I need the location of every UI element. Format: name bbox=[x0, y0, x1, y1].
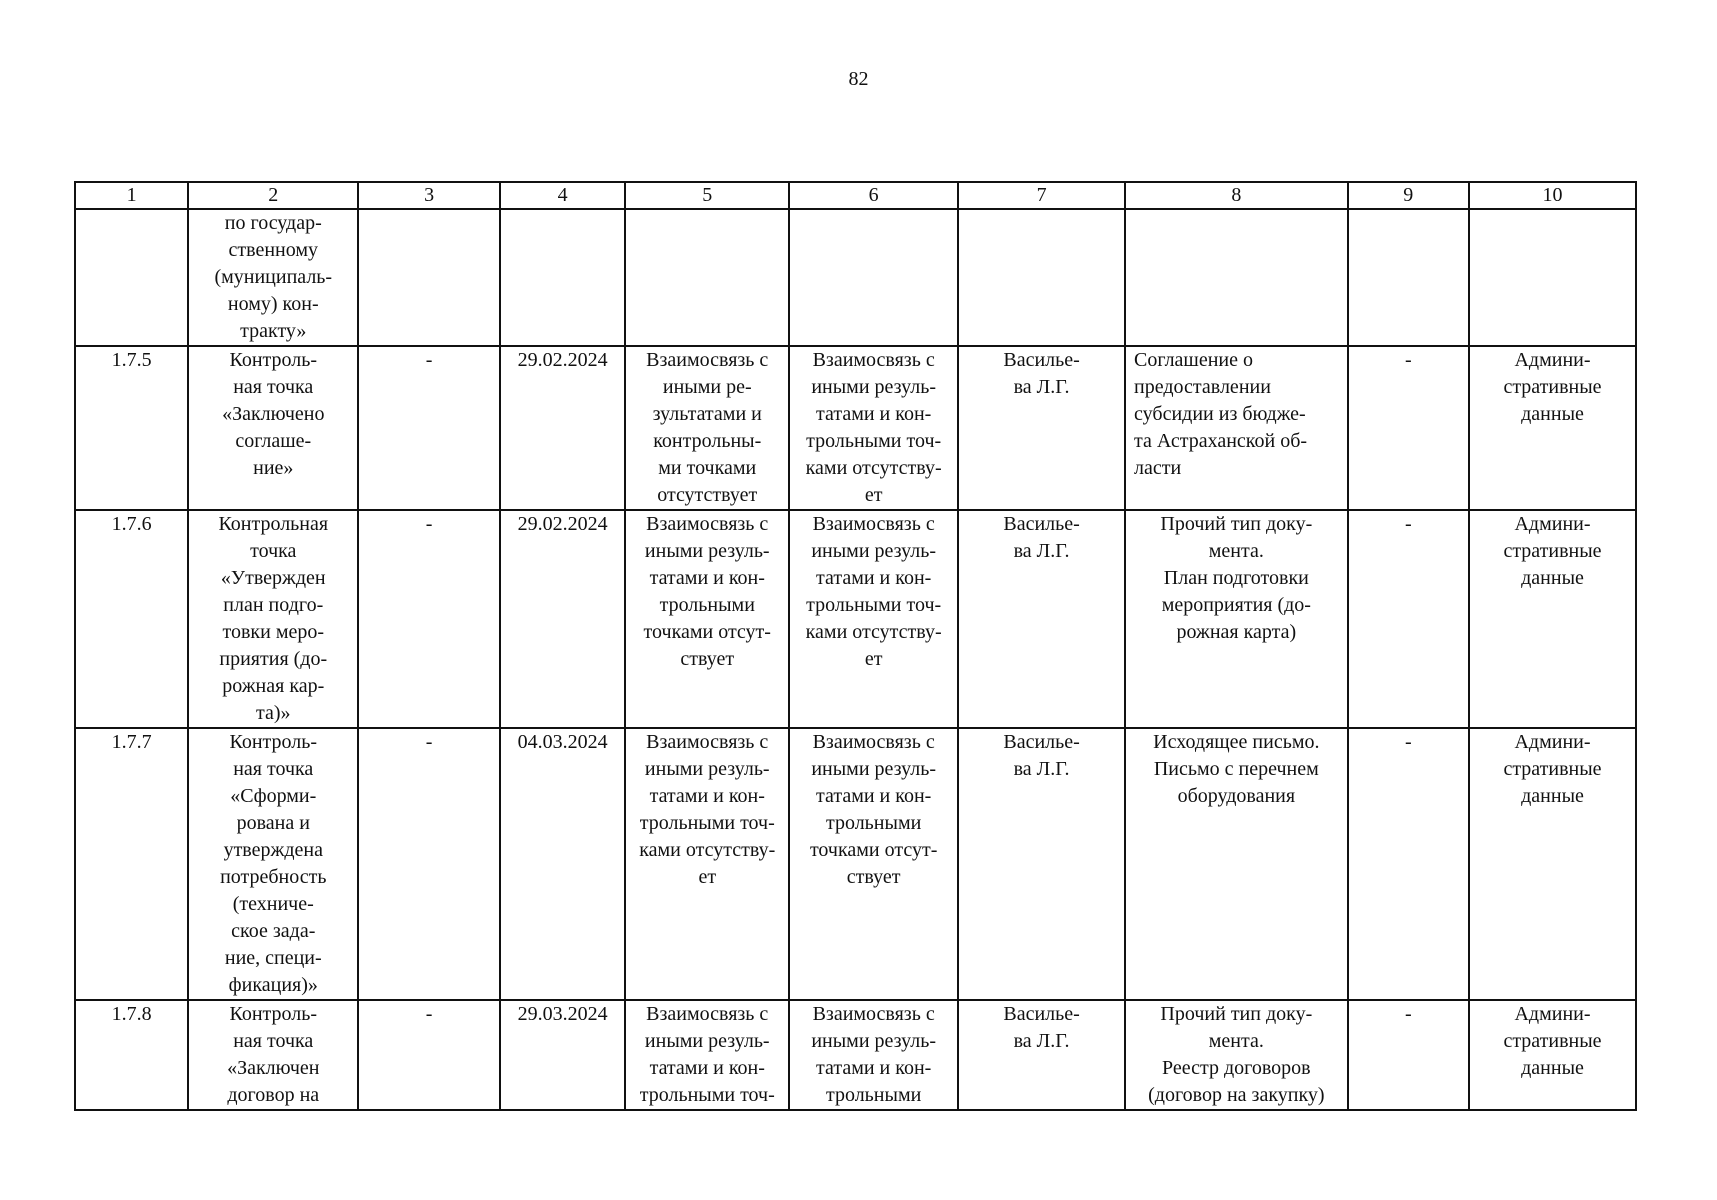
cell-col3: - bbox=[358, 510, 500, 728]
link-with-results: Взаимосвязь с иными резуль- татами и кон- трольными точками отсут- ствует bbox=[625, 510, 789, 728]
table-row bbox=[75, 1000, 1636, 1110]
table-row bbox=[75, 209, 1636, 346]
cell-col9: - bbox=[1348, 510, 1469, 728]
item-name: Контроль- ная точка «Заключен договор на bbox=[188, 1000, 358, 1110]
control-points-table bbox=[74, 181, 1637, 1111]
link-with-results: Взаимосвязь с иными резуль- татами и кон- трольными точ- bbox=[625, 1000, 789, 1110]
due-date: 29.02.2024 bbox=[500, 346, 625, 510]
item-number: 1.7.6 bbox=[75, 510, 188, 728]
table-row bbox=[75, 510, 1636, 728]
column-number: 5 bbox=[625, 182, 789, 209]
cell-col3: - bbox=[358, 346, 500, 510]
link-with-control-points bbox=[789, 209, 958, 346]
due-date: 29.03.2024 bbox=[500, 1000, 625, 1110]
column-number: 2 bbox=[188, 182, 358, 209]
link-with-results: Взаимосвязь с иными резуль- татами и кон- трольными точ- ками отсутству- ет bbox=[625, 728, 789, 1000]
result-document: Соглашение о предоставлении субсидии из бюдже- та Астраханской об- ласти bbox=[1125, 346, 1348, 510]
link-with-control-points: Взаимосвязь с иными резуль- татами и кон- трольными bbox=[789, 1000, 958, 1110]
result-document: Исходящее письмо. Письмо с перечнем оборудования bbox=[1125, 728, 1348, 1000]
item-name: по государ- ственному (муниципаль- ному) кон- тракту» bbox=[188, 209, 358, 346]
data-source bbox=[1469, 209, 1636, 346]
responsible-person: Василье- ва Л.Г. bbox=[958, 1000, 1125, 1110]
column-number: 1 bbox=[75, 182, 188, 209]
item-number: 1.7.5 bbox=[75, 346, 188, 510]
column-number: 3 bbox=[358, 182, 500, 209]
cell-col3: - bbox=[358, 1000, 500, 1110]
link-with-control-points: Взаимосвязь с иными резуль- татами и кон- трольными точками отсут- ствует bbox=[789, 728, 958, 1000]
column-number: 4 bbox=[500, 182, 625, 209]
item-name: Контроль- ная точка «Сформи- рована и утверждена потребность (техниче- ское зада- ние, специ- фикация)» bbox=[188, 728, 358, 1000]
responsible-person bbox=[958, 209, 1125, 346]
item-name: Контроль- ная точка «Заключено соглаше- ние» bbox=[188, 346, 358, 510]
data-source: Админи- стративные данные bbox=[1469, 346, 1636, 510]
link-with-results: Взаимосвязь с иными ре- зультатами и контрольны- ми точками отсутствует bbox=[625, 346, 789, 510]
cell-col3: - bbox=[358, 728, 500, 1000]
link-with-control-points: Взаимосвязь с иными резуль- татами и кон- трольными точ- ками отсутству- ет bbox=[789, 510, 958, 728]
column-number-row bbox=[75, 182, 1636, 209]
due-date: 04.03.2024 bbox=[500, 728, 625, 1000]
data-source: Админи- стративные данные bbox=[1469, 510, 1636, 728]
link-with-control-points: Взаимосвязь с иными резуль- татами и кон- трольными точ- ками отсутству- ет bbox=[789, 346, 958, 510]
item-number: 1.7.7 bbox=[75, 728, 188, 1000]
result-document: Прочий тип доку- мента. План подготовки мероприятия (до- рожная карта) bbox=[1125, 510, 1348, 728]
item-number: 1.7.8 bbox=[75, 1000, 188, 1110]
link-with-results bbox=[625, 209, 789, 346]
cell-col9: - bbox=[1348, 728, 1469, 1000]
data-source: Админи- стративные данные bbox=[1469, 728, 1636, 1000]
responsible-person: Василье- ва Л.Г. bbox=[958, 346, 1125, 510]
responsible-person: Василье- ва Л.Г. bbox=[958, 728, 1125, 1000]
cell-col9: - bbox=[1348, 1000, 1469, 1110]
column-number: 6 bbox=[789, 182, 958, 209]
column-number: 9 bbox=[1348, 182, 1469, 209]
cell-col9 bbox=[1348, 209, 1469, 346]
cell-col3 bbox=[358, 209, 500, 346]
item-number bbox=[75, 209, 188, 346]
data-source: Админи- стративные данные bbox=[1469, 1000, 1636, 1110]
result-document: Прочий тип доку- мента. Реестр договоров (договор на закупку) bbox=[1125, 1000, 1348, 1110]
responsible-person: Василье- ва Л.Г. bbox=[958, 510, 1125, 728]
result-document bbox=[1125, 209, 1348, 346]
column-number: 10 bbox=[1469, 182, 1636, 209]
column-number: 7 bbox=[958, 182, 1125, 209]
page-number: 82 bbox=[848, 68, 869, 90]
due-date bbox=[500, 209, 625, 346]
cell-col9: - bbox=[1348, 346, 1469, 510]
table-row bbox=[75, 346, 1636, 510]
table-row bbox=[75, 728, 1636, 1000]
column-number: 8 bbox=[1125, 182, 1348, 209]
due-date: 29.02.2024 bbox=[500, 510, 625, 728]
item-name: Контрольная точка «Утвержден план подго- товки меро- приятия (до- рожная кар- та)» bbox=[188, 510, 358, 728]
